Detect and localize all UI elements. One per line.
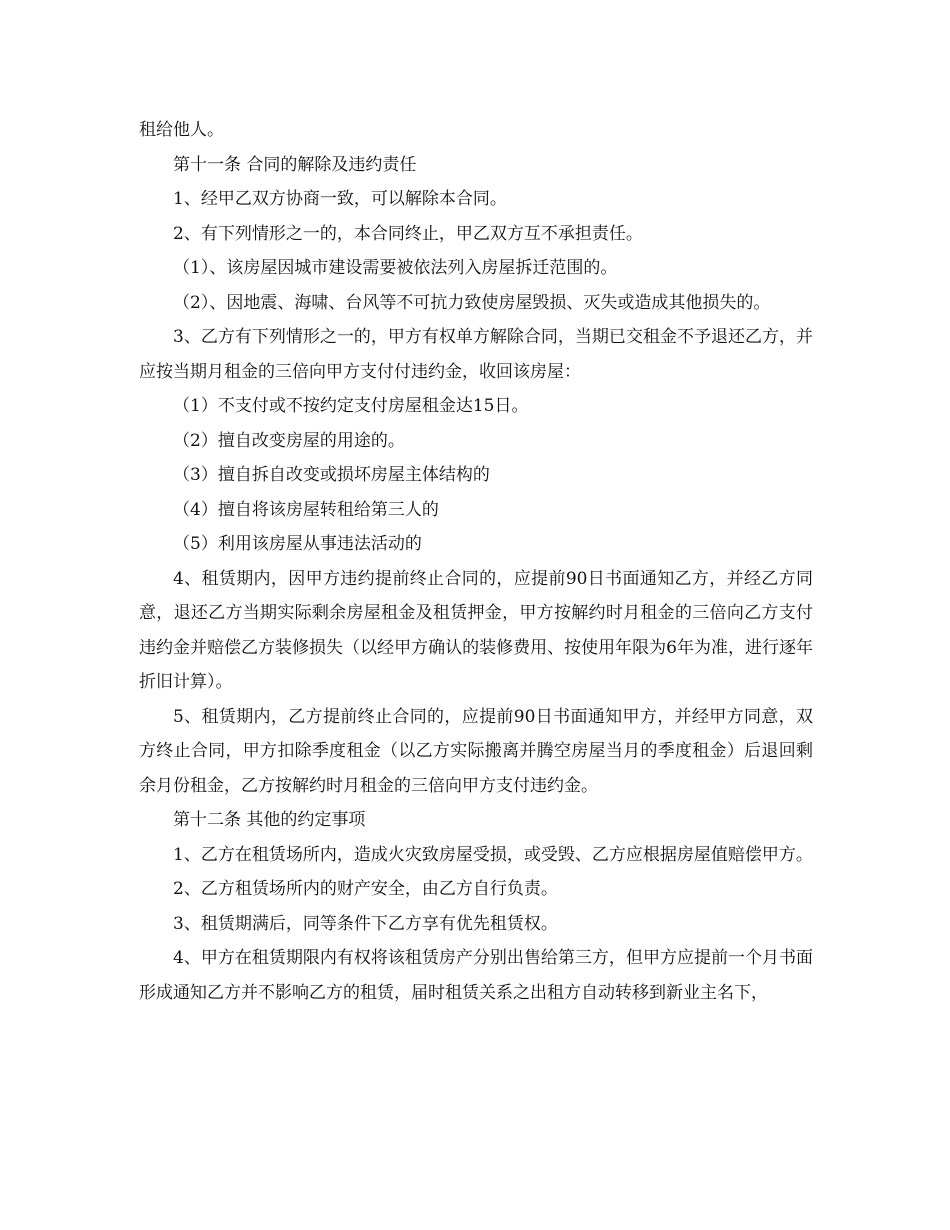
- clause-11-3-item-5: （5）利用该房屋从事违法活动的: [173, 534, 422, 554]
- document-body: [139, 113, 813, 1010]
- clause-11-5: 5、租赁期内，乙方提前终止合同的，应提前90日书面通知甲方，并经甲方同意，双方终止合同，甲方扣除季度租金（以乙方实际搬离并腾空房屋当月的季度租金）后退回剩余月份租金，乙方按解约时月租金的三倍向甲方支付违约金。: [139, 706, 813, 796]
- clause-11-2-item-1: （1）、该房屋因城市建设需要被依法列入房屋拆迁范围的。: [173, 258, 618, 278]
- clause-11-2-item-2: （2）、因地震、海啸、台风等不可抗力致使房屋毁损、灭失或造成其他损失的。: [173, 292, 771, 313]
- paragraph-continuation: 租给他人。: [139, 120, 224, 140]
- article-12-heading: 第十二条 其他的约定事项: [173, 810, 366, 830]
- clause-11-3-item-2: （2）擅自改变房屋的用途的。: [173, 430, 405, 451]
- clause-12-4: 4、甲方在租赁期限内有权将该租赁房产分别出售给第三方，但甲方应提前一个月书面形成通知乙方并不影响乙方的租赁，届时租赁关系之出租方自动转移到新业主名下，: [139, 948, 813, 1003]
- clause-11-3: 3、乙方有下列情形之一的，甲方有权单方解除合同，当期已交租金不予退还乙方，并应按当期月租金的三倍向甲方支付付违约金，收回该房屋：: [139, 327, 813, 382]
- clause-11-3-item-1: （1）不支付或不按约定支付房屋租金达15日。: [173, 396, 529, 416]
- clause-11-3-item-4: （4）擅自将该房屋转租给第三人的: [173, 499, 439, 520]
- clause-12-3: 3、租赁期满后，同等条件下乙方享有优先租赁权。: [173, 913, 558, 934]
- article-11-heading: 第十一条 合同的解除及违约责任: [173, 154, 417, 175]
- clause-12-1: 1、乙方在租赁场所内，造成火灾致房屋受损，或受毁、乙方应根据房屋值赔偿甲方。: [173, 844, 813, 865]
- clause-11-4: 4、租赁期内，因甲方违约提前终止合同的，应提前90日书面通知乙方，并经乙方同意，退还乙方当期实际剩余房屋租金及租赁押金，甲方按解约时月租金的三倍向乙方支付违约金并赔偿乙方装修损失（以经甲方确认的装修费用、按使用年限为6年为准，进行逐年折旧计算）。: [139, 568, 813, 692]
- clause-11-2: 2、有下列情形之一的，本合同终止，甲乙双方互不承担责任。: [173, 223, 643, 244]
- clause-11-1: 1、经甲乙双方协商一致，可以解除本合同。: [173, 189, 507, 209]
- clause-11-3-item-3: （3）擅自拆自改变或损坏房屋主体结构的: [173, 465, 490, 485]
- clause-12-2: 2、乙方租赁场所内的财产安全，由乙方自行负责。: [173, 879, 558, 899]
